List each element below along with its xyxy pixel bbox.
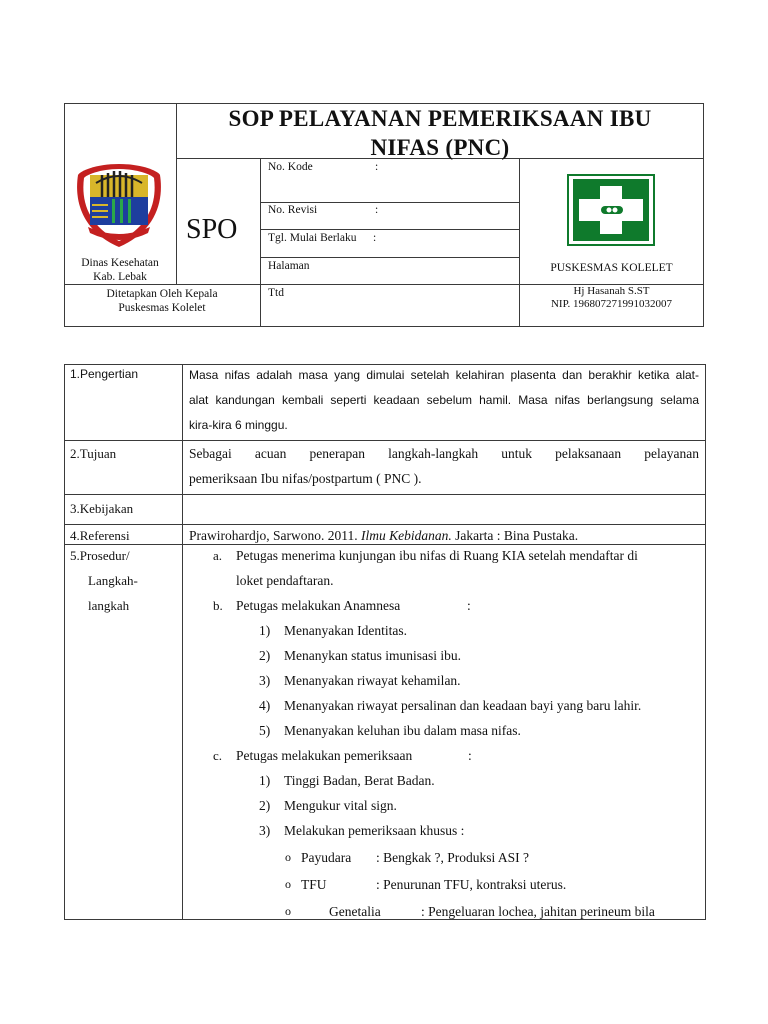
step-b-colon: : xyxy=(467,598,471,613)
b-item-2-num: 2) xyxy=(259,648,271,663)
tujuan-text xyxy=(189,441,699,491)
field-tgl-berlaku: Tgl. Mulai Berlaku xyxy=(268,232,357,244)
prosedur-line-3: langkah xyxy=(88,598,130,613)
sub-item-3-name: Genetalia xyxy=(329,904,381,919)
step-c-colon: : xyxy=(468,748,472,763)
step-b-text: Petugas melakukan Anamnesa xyxy=(236,598,401,613)
label-tujuan: 2.Tujuan xyxy=(70,446,117,461)
b-item-4: Menanyakan riwayat persalinan dan keadaan bayi yang baru lahir. xyxy=(284,698,642,713)
field-tgl-berlaku-colon: : xyxy=(373,232,377,244)
signatory xyxy=(519,285,704,311)
prosedur-line-1: 5.Prosedur/ xyxy=(70,548,130,563)
org-line-1: Dinas Kesehatan xyxy=(81,257,159,269)
sub-item-1-bullet: o xyxy=(285,850,291,864)
b-item-4-num: 4) xyxy=(259,698,271,713)
sub-item-2-bullet: o xyxy=(285,877,291,891)
step-a-line-1: Petugas menerima kunjungan ibu nifas di Ruang KIA setelah mendaftar di xyxy=(236,548,638,563)
spo-label: SPO xyxy=(186,214,238,245)
c-item-1-num: 1) xyxy=(259,773,271,788)
org-name xyxy=(64,256,176,284)
lebak-logo xyxy=(72,161,166,251)
c-item-2-num: 2) xyxy=(259,798,271,813)
puskesmas-logo xyxy=(567,174,655,246)
b-item-5-num: 5) xyxy=(259,723,271,738)
ditetapkan-line-2: Puskesmas Kolelet xyxy=(118,302,206,314)
b-item-2: Menanykan status imunisasi ibu. xyxy=(284,648,461,663)
org-line-2: Kab. Lebak xyxy=(93,271,147,283)
step-a-line-2: loket pendaftaran. xyxy=(236,573,334,588)
sub-item-1-desc: : Bengkak ?, Produksi ASI ? xyxy=(376,850,529,865)
field-halaman: Halaman xyxy=(268,260,310,272)
step-c-marker: c. xyxy=(213,748,223,763)
field-no-revisi: No. Revisi xyxy=(268,204,318,216)
step-c-text: Petugas melakukan pemeriksaan xyxy=(236,748,413,763)
document-title xyxy=(176,104,704,162)
referensi-author: Prawirohardjo, Sarwono. 2011. xyxy=(189,528,361,543)
c-item-1: Tinggi Badan, Berat Badan. xyxy=(284,773,435,788)
sub-item-3-bullet: o xyxy=(285,904,291,918)
c-item-3-num: 3) xyxy=(259,823,271,838)
referensi-book-title: Ilmu Kebidanan. xyxy=(360,528,452,543)
signatory-name: Hj Hasanah S.ST xyxy=(573,285,650,297)
b-item-5: Menanyakan keluhan ibu dalam masa nifas. xyxy=(284,723,521,738)
c-item-2: Mengukur vital sign. xyxy=(284,798,397,813)
pengertian-text xyxy=(189,363,699,438)
puskesmas-name: PUSKESMAS KOLELET xyxy=(550,262,673,274)
referensi-publisher: Jakarta : Bina Pustaka. xyxy=(451,528,579,543)
title-line-1: SOP PELAYANAN PEMERIKSAAN IBU xyxy=(228,106,652,131)
signatory-nip: NIP. 196807271991032007 xyxy=(550,298,672,310)
field-no-kode: No. Kode xyxy=(268,161,313,173)
pengertian-line-1: Masa nifas adalah masa yang dimulai setelah kelahiran plasenta dan berakhir ketika alat- xyxy=(189,368,699,382)
sub-item-2-desc: : Penurunan TFU, kontraksi uterus. xyxy=(376,877,567,892)
pengertian-line-2: alat kandungan kembali seperti keadaan sebelum hamil. Masa nifas berlangsung selama xyxy=(189,393,699,407)
label-referensi: 4.Referensi xyxy=(70,528,130,543)
prosedur-line-2: Langkah- xyxy=(88,573,138,588)
title-line-2: NIFAS (PNC) xyxy=(370,135,510,160)
b-item-1: Menanyakan Identitas. xyxy=(284,623,407,638)
ttd-label: Ttd xyxy=(268,287,284,299)
ditetapkan-line-1: Ditetapkan Oleh Kepala xyxy=(106,288,218,300)
field-no-revisi-colon: : xyxy=(375,204,379,216)
label-prosedur xyxy=(70,543,138,618)
sub-item-3-desc: : Pengeluaran lochea, jahitan perineum bila xyxy=(421,904,655,919)
field-no-kode-colon: : xyxy=(375,161,379,173)
b-item-3-num: 3) xyxy=(259,673,271,688)
label-kebijakan: 3.Kebijakan xyxy=(70,501,134,516)
c-item-3: Melakukan pemeriksaan khusus : xyxy=(284,823,465,838)
tujuan-line-2: pemeriksaan Ibu nifas/postpartum ( PNC ). xyxy=(189,471,422,486)
pengertian-line-3: kira-kira 6 minggu. xyxy=(189,418,288,432)
sub-item-1-name: Payudara xyxy=(301,850,352,865)
step-a-marker: a. xyxy=(213,548,223,563)
sub-item-2-name: TFU xyxy=(301,877,327,892)
b-item-3: Menanyakan riwayat kehamilan. xyxy=(284,673,461,688)
ditetapkan xyxy=(64,287,260,315)
step-b-marker: b. xyxy=(213,598,223,613)
label-pengertian: 1.Pengertian xyxy=(70,367,139,381)
tujuan-line-1: Sebagai acuan penerapan langkah-langkah untuk pelaksanaan pelayanan xyxy=(189,446,699,461)
b-item-1-num: 1) xyxy=(259,623,271,638)
